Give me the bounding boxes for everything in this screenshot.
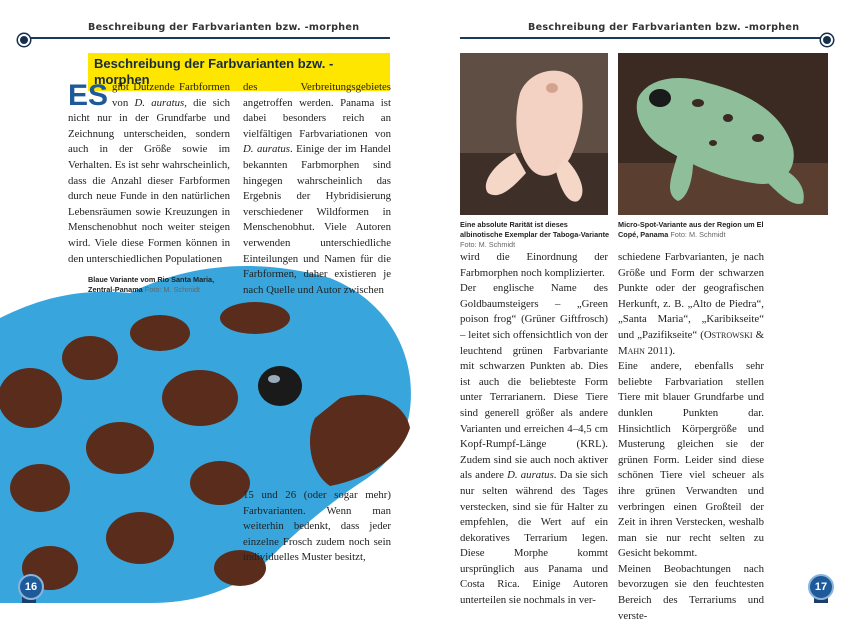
caption-micro-spot-text: Micro-Spot-Variante aus der Region um El Copé, Panama — [618, 220, 764, 239]
caption-albino — [460, 220, 610, 250]
caption-blue-credit: Foto: M. Schmidt — [144, 285, 200, 294]
col1-species: D. auratus — [134, 96, 185, 109]
col2-text-a: des Verbreitungsgebietes angetroffen werden. Panama ist dabei besonders reich an vielfältigen Farbvariationen von — [243, 81, 391, 140]
section-title: Beschreibung der Farbvarianten bzw. -morphen — [88, 53, 390, 91]
page-number-right: 17 — [808, 574, 834, 600]
albino-frog-photo — [460, 53, 608, 215]
col2-species: D. auratus — [243, 143, 290, 156]
running-header-right: Beschreibung der Farbvarianten bzw. -morphen — [528, 22, 800, 33]
col4-authors: Ostrowski & Mahn — [618, 328, 764, 357]
caption-albino-text: Eine absolute Rarität ist dieses albinotische Exemplar der Taboga-Variante — [460, 220, 610, 239]
header-bullet-left-icon — [18, 34, 30, 46]
text-column-2 — [243, 80, 391, 298]
col2-lower-text: 15 und 26 (oder sogar mehr) Farbvarianten. Wenn man weiterhin bedenkt, dass jeder einzelne Frosch zudem noch sein individuelles Muster besitzt, — [243, 489, 391, 564]
col3-para-1: wird die Einordnung der Farbmorphen noch komplizierter. — [460, 251, 608, 279]
caption-albino-credit: Foto: M. Schmidt — [460, 240, 516, 249]
col4-year: 2011). — [644, 344, 676, 357]
caption-micro-spot — [618, 220, 768, 240]
header-rule-left — [22, 37, 390, 39]
col3-text-a: Der englische Name des Goldbaumsteigers – „Green poison frog“ (Grüner Giftfrosch) – leitet sich offensichtlich von der leuchtend grünen Farbvariante mit schwarzen Punkten ab. Dies ist auch die beliebteste Form unter Terrarianern. Diese Tiere sind generell größer als andere Varianten und erreichen 4–4,5 cm Kopf-Rumpf-Länge (KRL). Zudem sind sie auch noch aktiver als andere — [460, 282, 608, 482]
col1-text-b: , die sich nicht nur in der Grundfarbe und Zeichnung unterscheiden, sondern auch in der Größe sowie im Verhalten. Es ist sehr wahrscheinlich, dass die Anzahl dieser Farbformen durch neue Funde in den natürlichen Lebensräumen sowie Kreuzungen in Menschenobhut noch weiter steigen wird. Viele diese Formen können in den unterschiedlichen Populationen — [68, 96, 230, 265]
col2-text-b: . Einige der im Handel bekannten Farbmorphen sind hingegen wahrscheinlich das Ergebnis der Hybridisierung verschiedener Wildformen in Menschenobhut. Viele Autoren verwenden unterschiedliche Einteilungen und Namen für die Farbformen, daher existieren je nach Quelle und Autor zwischen — [243, 143, 391, 296]
text-column-3 — [460, 250, 608, 609]
col4-para-2: Eine andere, ebenfalls sehr beliebte Farbvariation stellen Tiere mit blauer Grundfarbe und dunklen Punkten dar. Hinsichtlich Körpergröße und Musterung gleichen sie der grünen Form. Leider sind diese schönen Tiere viel scheuer als ihre grünen Verwandten und verbringen einen Großteil der Zeit in ihren Verstecken, weshalb man sie nur recht selten zu Gesicht bekommt. — [618, 360, 764, 560]
text-column-4 — [618, 250, 764, 624]
running-header-left: Beschreibung der Farbvarianten bzw. -morphen — [88, 22, 360, 33]
header-rule-right — [460, 37, 828, 39]
text-column-2-lower — [243, 488, 391, 566]
col4-text-a: schiedene Farbvarianten, je nach Größe und Form der schwarzen Punkte oder der geografischen Herkunft, z. B. „Alto de Piedra“, „Santa Maria“, „Karibikseite“ und „Pazifikseite“ ( — [618, 251, 764, 341]
micro-spot-frog-photo — [618, 53, 828, 215]
col1-text-a: gibt Dutzende Farbformen von — [112, 81, 230, 109]
header-bullet-right-icon — [821, 34, 833, 46]
albino-frog-illustration — [460, 53, 608, 215]
text-column-1 — [68, 80, 230, 267]
micro-spot-frog-illustration — [618, 53, 828, 215]
caption-blue-text: Blaue Variante vom Rio Santa Maria, Zentral-Panama — [88, 275, 215, 294]
col3-species: D. auratus — [507, 469, 554, 482]
col3-text-b: . Da sie sich nur selten während des Tages verstecken, sind sie für Halter zu empfehlen, die Wert auf ein dekoratives Terrarium legen. Diese Morphe kommt ursprünglich aus Panama und Costa Rica. Einige Autoren unterteilen sie nochmals in ver- — [460, 469, 608, 607]
caption-micro-spot-credit: Foto: M. Schmidt — [670, 230, 726, 239]
col4-para-3: Meinen Beobachtungen nach bevorzugen sie den feuchtesten Bereich des Terrariums und verste- — [618, 562, 764, 622]
drop-cap: ES — [68, 79, 109, 112]
page-number-left: 16 — [18, 574, 44, 600]
caption-blue-variant — [88, 275, 238, 295]
